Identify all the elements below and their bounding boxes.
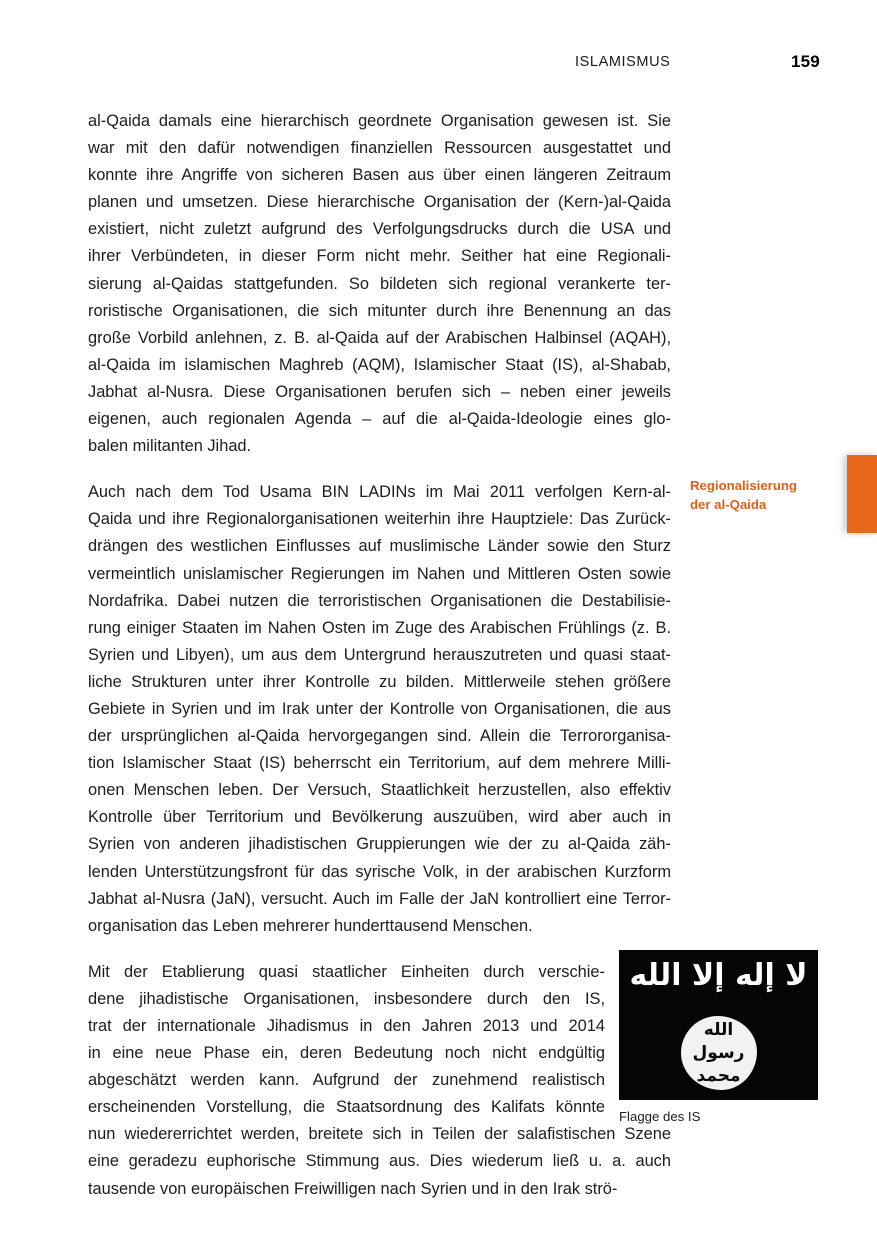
margin-note-line-2: der al-Qaida [690, 497, 767, 512]
figure-is-flag [619, 950, 818, 1125]
text-line: Syrien von anderen jihadistischen Gruppierungen wie der zu al-Qaida zäh- [88, 835, 671, 854]
text-line: lenden Unterstützungsfront für das syrische Volk, in der arabischen Kurzform [88, 862, 671, 881]
flag-seal [681, 1016, 757, 1090]
text-line: roristische Organisationen, die sich mitunter durch ihre Benennung an das [88, 301, 671, 320]
text-line: Jabhat al-Nusra. Diese Organisationen berufen sich – neben einer jeweils [88, 382, 671, 401]
text-line: sierung al-Qaidas stattgefunden. So bildeten sich regional verankerte ter- [88, 274, 671, 293]
text-line: existiert, nicht zuletzt aufgrund des Verfolgungsdrucks durch die USA und [88, 220, 671, 239]
paragraph-1 [88, 108, 671, 460]
text-line: ihrer Verbündeten, in dieser Form nicht mehr. Seither hat eine Regionali- [88, 247, 671, 266]
margin-note-line-1: Regionalisierung [690, 478, 797, 493]
text-line: tion Islamischer Staat (IS) beherrscht ein Territorium, auf dem mehrere Milli- [88, 754, 671, 773]
page-number: 159 [791, 52, 820, 71]
text-line: konnte ihre Angriffe von sicheren Basen aus über einen längeren Zeitraum [88, 166, 671, 185]
text-line: Mit der Etablierung quasi staatlicher Einheiten durch verschie- [88, 962, 605, 981]
text-line: Kontrolle über Territorium und Bevölkerung auszuüben, wird aber auch in [88, 808, 671, 827]
text-line: rung einiger Staaten im Nahen Osten im Zuge des Arabischen Frühlings (z. B. [88, 618, 671, 637]
text-line: dene jihadistische Organisationen, insbesondere durch den IS, [88, 989, 605, 1008]
text-line: große Vorbild anlehnen, z. B. al-Qaida auf der Arabischen Halbinsel (AQAH), [88, 328, 671, 347]
text-line: drängen des westlichen Einflusses auf muslimische Länder sowie den Sturz [88, 537, 671, 556]
text-line: eine geradezu euphorische Stimmung aus. Dies wiederum ließ u. a. auch [88, 1152, 671, 1171]
flag-shahada-text: لا إله إلا الله [629, 958, 808, 993]
text-line: Jabhat al-Nusra (JaN), versucht. Auch im Falle der JaN kontrolliert eine Terror- [88, 889, 671, 908]
paragraph-3 [88, 959, 671, 1203]
text-line: Syrien und Libyen), um aus dem Untergrund herauszutreten und quasi staat- [88, 645, 671, 664]
text-line: liche Strukturen unter ihrer Kontrolle zu bilden. Mittlerweile stehen größere [88, 672, 671, 691]
chapter-thumb-tab [847, 455, 877, 533]
text-line: eigenen, auch regionalen Agenda – auf die al-Qaida-Ideologie eines glo- [88, 410, 671, 429]
text-column [88, 108, 671, 1203]
text-line: Qaida und ihre Regionalorganisationen weiterhin ihre Hauptziele: Das Zurück- [88, 510, 671, 529]
text-line: nun wiedererrichtet werden, breitete sich in Teilen der salafistischen Szene [88, 1125, 671, 1144]
running-head-title: ISLAMISMUS [575, 54, 671, 70]
text-line: vermeintlich unislamischer Regierungen im Nahen und Mittleren Osten sowie [88, 564, 671, 583]
text-line: planen und umsetzen. Diese hierarchische Organisation der (Kern-)al-Qaida [88, 193, 671, 212]
text-line: Nordafrika. Dabei nutzen die terroristischen Organisationen die Destabilisie- [88, 591, 671, 610]
text-line: tausende von europäischen Freiwilligen nach Syrien und in den Irak strö- [88, 1179, 618, 1198]
text-line: erscheinenden Vorstellung, die Staatsordnung des Kalifats könnte [88, 1098, 605, 1117]
figure-caption: Flagge des IS [619, 1109, 701, 1124]
text-line: der ursprünglichen al-Qaida hervorgegangen sind. Allein die Terrororganisa- [88, 727, 671, 746]
margin-note [690, 476, 840, 514]
flag-image [619, 950, 818, 1100]
text-line: al-Qaida im islamischen Maghreb (AQM), Islamischer Staat (IS), al-Shabab, [88, 355, 671, 374]
text-line: abgeschätzt werden kann. Aufgrund der zunehmend realistisch [88, 1071, 605, 1090]
text-line: organisation das Leben mehrerer hunderttausend Menschen. [88, 916, 533, 935]
text-line: onen Menschen leben. Der Versuch, Staatlichkeit herzustellen, also effektiv [88, 781, 671, 800]
flag-seal-line-2: رسول [692, 1043, 745, 1063]
running-head [0, 54, 877, 82]
text-line: al-Qaida damals eine hierarchisch geordnete Organisation gewesen ist. Sie [88, 112, 671, 130]
flag-seal-line-1: الله [703, 1020, 734, 1040]
flag-seal-line-3: محمد [696, 1066, 741, 1086]
text-line: Gebiete in Syrien und im Irak unter der Kontrolle von Organisationen, die aus [88, 699, 671, 718]
paragraph-2 [88, 479, 671, 940]
text-line: trat der internationale Jihadismus in den Jahren 2013 und 2014 [88, 1017, 605, 1035]
text-line: balen militanten Jihad. [88, 437, 252, 456]
text-line: in eine neue Phase ein, deren Bedeutung noch nicht endgültig [88, 1044, 605, 1063]
text-line: Auch nach dem Tod Usama BIN LADINs im Mai 2011 verfolgen Kern-al- [88, 483, 671, 502]
text-line: war mit den dafür notwendigen finanziellen Ressourcen ausgestattet und [88, 139, 671, 158]
